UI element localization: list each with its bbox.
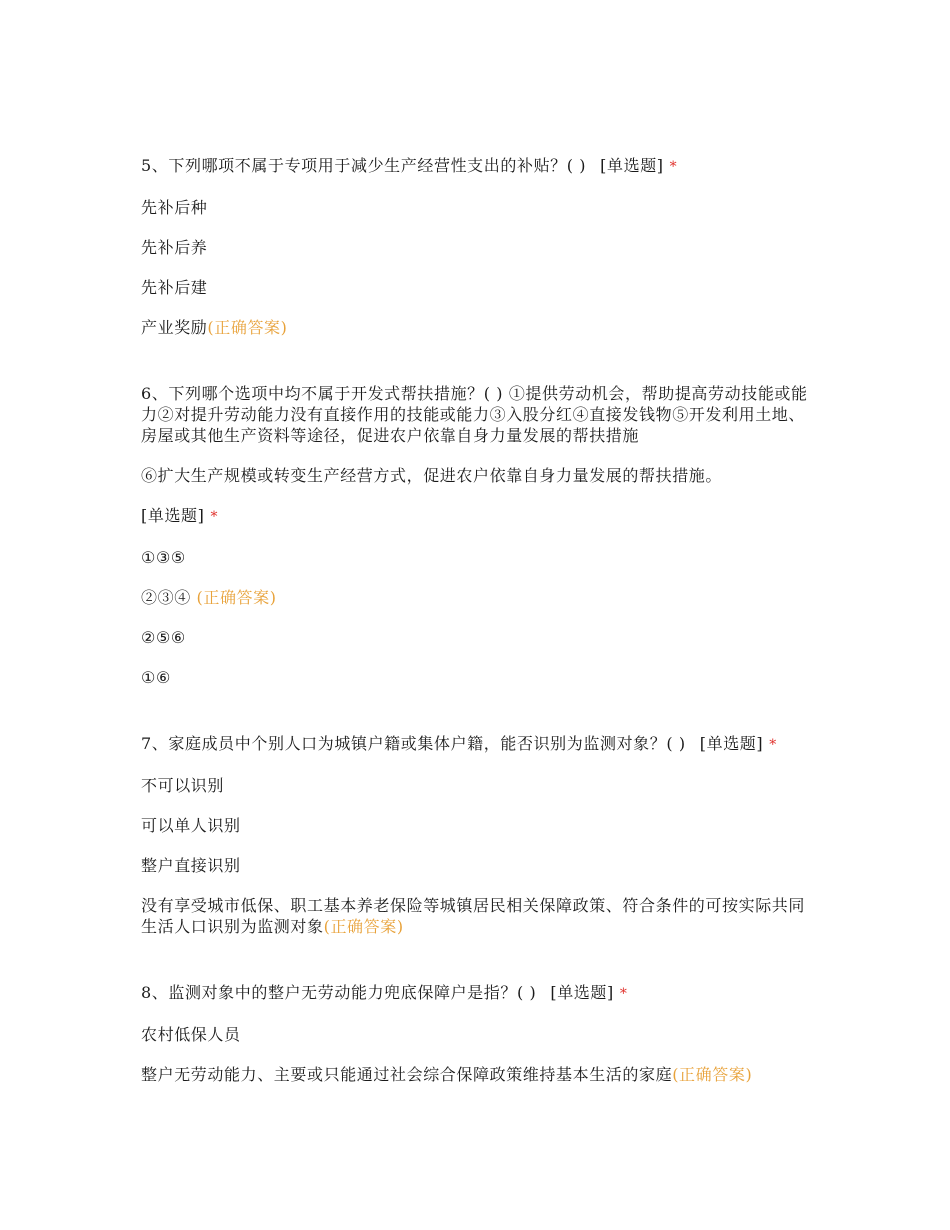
- required-mark: *: [619, 986, 628, 1002]
- question-8: [141, 982, 813, 1085]
- option[interactable]: 先补后养: [141, 238, 208, 257]
- question-title: 7、家庭成员中个别人口为城镇户籍或集体户籍，能否识别为监测对象？( ) [单选题] *: [141, 734, 777, 753]
- option[interactable]: 先补后种: [141, 198, 208, 217]
- required-mark: *: [210, 509, 219, 525]
- option[interactable]: ②⑤⑥: [141, 628, 186, 647]
- option[interactable]: ①③⑤: [141, 548, 186, 567]
- question-type: [单选题]: [141, 506, 205, 525]
- question-title: 8、监测对象中的整户无劳动能力兜底保障户是指？( ) [单选题] *: [141, 983, 628, 1002]
- question-type: [单选题]: [699, 734, 764, 753]
- question-type: [单选题]: [550, 983, 614, 1002]
- question-7: [141, 733, 813, 937]
- required-mark: *: [669, 159, 678, 175]
- option-correct[interactable]: 产业奖励(正确答案): [141, 318, 288, 337]
- question-title: 6、下列哪个选项中均不属于开发式帮扶措施？( ) ①提供劳动机会，帮助提高劳动技能或能力②对提升劳动能力没有直接作用的技能或能力③入股分红④直接发钱物⑤开发利用土地、房屋或其他生产资料等途径，促进农户依靠自身力量发展的帮扶措施: [141, 384, 808, 445]
- correct-answer-mark: (正确答案): [323, 917, 404, 936]
- question-6: [141, 383, 813, 688]
- option-correct[interactable]: 没有享受城市低保、职工基本养老保险等城镇居民相关保障政策、符合条件的可按实际共同生活人口识别为监测对象(正确答案): [141, 896, 806, 936]
- option-correct[interactable]: 整户无劳动能力、主要或只能通过社会综合保障政策维持基本生活的家庭(正确答案): [141, 1065, 753, 1084]
- option[interactable]: ①⑥: [141, 668, 171, 687]
- option[interactable]: 可以单人识别: [141, 816, 241, 835]
- option-correct[interactable]: ②③④ (正确答案): [141, 588, 277, 607]
- quiz-document: [141, 155, 813, 1085]
- option[interactable]: 不可以识别: [141, 776, 225, 795]
- question-type-line: [141, 505, 813, 528]
- option[interactable]: 先补后建: [141, 278, 208, 297]
- question-5: [141, 155, 813, 338]
- correct-answer-mark: (正确答案): [672, 1065, 753, 1084]
- question-title: 5、下列哪项不属于专项用于减少生产经营性支出的补贴？( ) [单选题] *: [141, 156, 678, 175]
- question-extra-text: ⑥扩大生产规模或转变生产经营方式，促进农户依靠自身力量发展的帮扶措施。: [141, 466, 723, 485]
- required-mark: *: [769, 737, 777, 753]
- correct-answer-mark: (正确答案): [196, 588, 277, 607]
- question-type: [单选题]: [600, 156, 664, 175]
- correct-answer-mark: (正确答案): [207, 318, 288, 337]
- option[interactable]: 农村低保人员: [141, 1025, 241, 1044]
- option[interactable]: 整户直接识别: [141, 856, 241, 875]
